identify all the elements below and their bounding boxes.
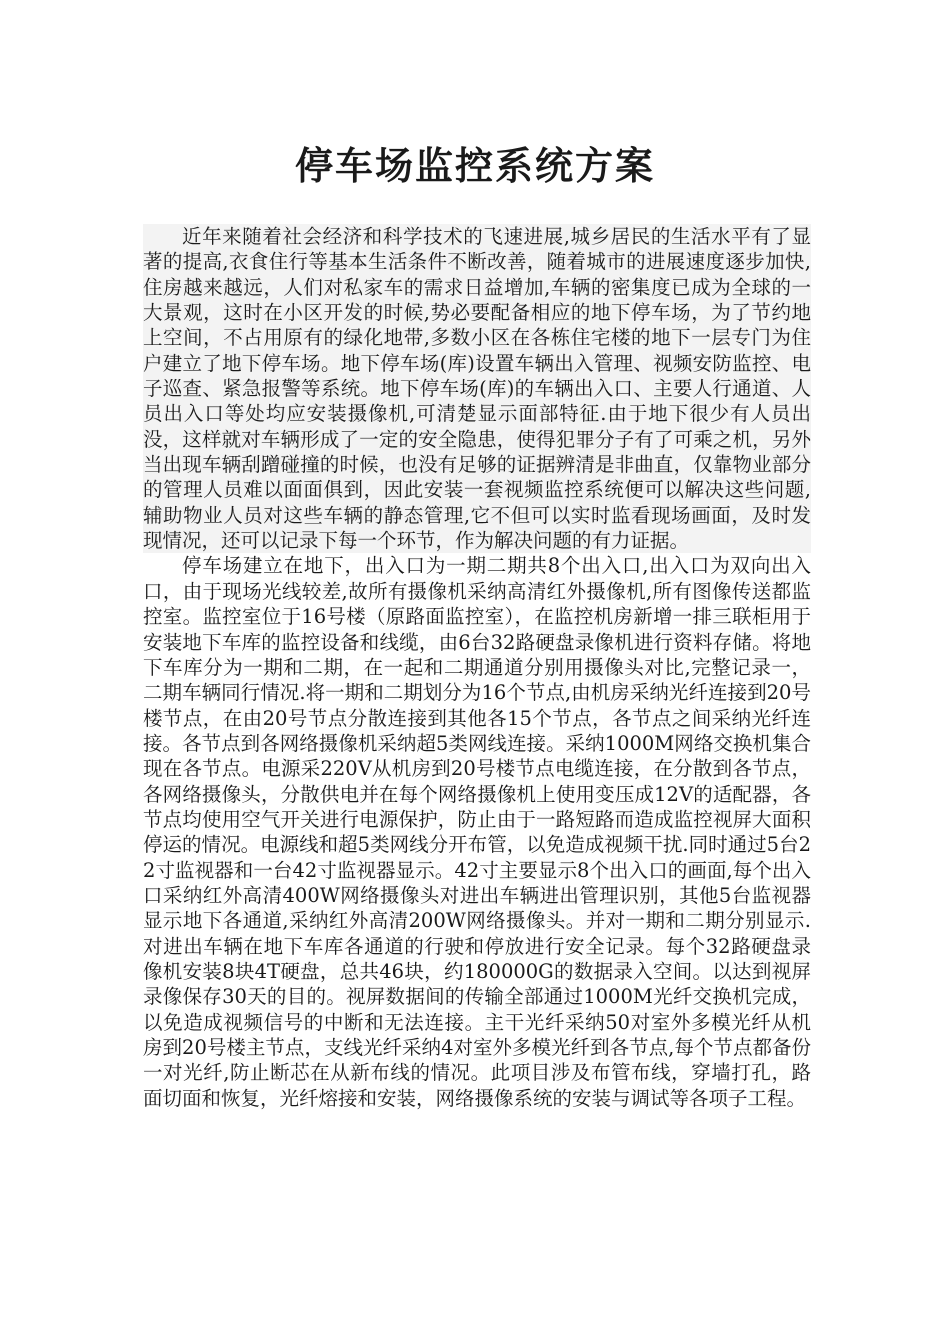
paragraph-intro: 近年来随着社会经济和科学技术的飞速进展,城乡居民的生活水平有了显著的提高,衣食住行等基本生活条件不断改善，随着城市的进展速度逐步加快,住房越来越远，人们对私家车的需求日益增加,车辆的密集度已成为全球的一大景观，这时在小区开发的时候,势必要配备相应的地下停车场，为了节约地上空间，不占用原有的绿化地带,多数小区在各栋住宅楼的地下一层专门为住户建立了地下停车场。地下停车场(库)设置车辆出入管理、视频安防监控、电子巡查、紧急报警等系统。地下停车场(库)的车辆出入口、主要人行通道、人员出入口等处均应安装摄像机,可清楚显示面部特征.由于地下很少有人员出没，这样就对车辆形成了一定的安全隐患，使得犯罪分子有了可乘之机，另外当出现车辆刮蹭碰撞的时候，也没有足够的证据辨清是非曲直，仅靠物业部分的管理人员难以面面俱到，因此安装一套视频监控系统便可以解决这些问题,辅助物业人员对这些车辆的静态管理,它不但可以实时监看现场画面，及时发现情况，还可以记录下每一个环节，作为解决问题的有力证据。 <box>143 225 811 553</box>
document-body <box>143 224 811 1111</box>
document-title: 停车场监控系统方案 <box>294 143 655 188</box>
paragraph-system-design: 停车场建立在地下，出入口为一期二期共8个出入口,出入口为双向出入口，由于现场光线较差,故所有摄像机采纳高清红外摄像机,所有图像传送都监控室。监控室位于16号楼（原路面监控室），在监控机房新增一排三联柜用于安装地下车库的监控设备和线缆，由6台32路硬盘录像机进行资料存储。将地下车库分为一期和二期，在一起和二期通道分别用摄像头对比,完整记录一，二期车辆同行情况.将一期和二期划分为16个节点,由机房采纳光纤连接到20号楼节点，在由20号节点分散连接到其他各15个节点，各节点之间采纳光纤连接。各节点到各网络摄像机采纳超5类网线连接。采纳1000M网络交换机集合现在各节点。电源采220V从机房到20号楼节点电缆连接，在分散到各节点，各网络摄像头，分散供电并在每个网络摄像机上使用变压成12V的适配器，各节点均使用空气开关进行电源保护，防止由于一路短路而造成监控视屏大面积停运的情况。电源线和超5类网线分开布管，以免造成视频干扰.同时通过5台22寸监视器和一台42寸监视器显示。42寸主要显示8个出入口的画面,每个出入口采纳红外高清400W网络摄像头对进出车辆进出管理识别，其他5台监视器显示地下各通道,采纳红外高清200W网络摄像头。并对一期和二期分别显示.对进出车辆在地下车库各通道的行驶和停放进行安全记录。每个32路硬盘录像机安装8块4T硬盘，总共46块，约180000G的数据录入空间。以达到视屏录像保存30天的目的。视屏数据间的传输全部通过1000M光纤交换机完成，以免造成视频信号的中断和无法连接。主干光纤采纳50对室外多模光纤从机房到20号楼主节点，支线光纤采纳4对室外多模光纤到各节点,每个节点都备份一对光纤,防止断芯在从新布线的情况。此项目涉及布管布线，穿墙打孔，路面切面和恢复，光纤熔接和安装，网络摄像系统的安装与调试等各项子工程。 <box>143 554 811 1110</box>
